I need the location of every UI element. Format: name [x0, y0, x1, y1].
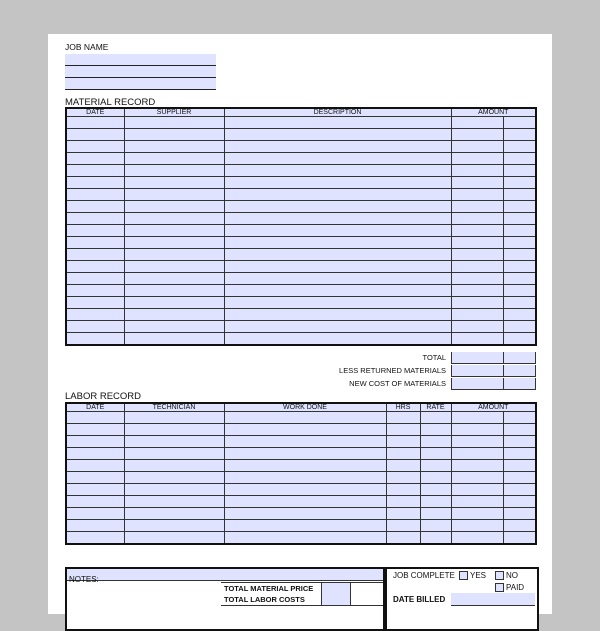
material-row — [66, 321, 536, 333]
material-supplier-cell[interactable] — [124, 189, 224, 201]
material-amount-cents-cell[interactable] — [503, 333, 536, 346]
labor-date-cell[interactable] — [66, 460, 124, 472]
total-labor-costs-label: TOTAL LABOR COSTS — [224, 595, 305, 604]
material-amount-cell[interactable] — [451, 177, 503, 189]
labor-row — [66, 484, 536, 496]
labor-header-rate: RATE — [420, 403, 451, 412]
material-description-cell[interactable] — [224, 321, 451, 333]
material-row — [66, 213, 536, 225]
labor-row — [66, 448, 536, 460]
job-name-label: JOB NAME — [65, 42, 109, 52]
labor-date-cell[interactable] — [66, 508, 124, 520]
material-row — [66, 117, 536, 129]
yes-checkbox[interactable] — [459, 571, 468, 580]
notes-box[interactable] — [65, 567, 385, 631]
labor-work-done-cell[interactable] — [224, 532, 386, 545]
material-amount-cents-cell[interactable] — [503, 165, 536, 177]
material-date-cell[interactable] — [66, 261, 124, 273]
material-amount-cents-cell[interactable] — [503, 273, 536, 285]
labor-amount-cell[interactable] — [451, 460, 503, 472]
labor-date-cell[interactable] — [66, 412, 124, 424]
material-amount-cents-cell[interactable] — [503, 129, 536, 141]
labor-hrs-cell[interactable] — [386, 472, 420, 484]
labor-header-date: DATE — [66, 403, 124, 412]
job-status-box — [385, 567, 539, 631]
labor-work-done-cell[interactable] — [224, 436, 386, 448]
labor-amount-cents-cell[interactable] — [503, 448, 536, 460]
material-table — [65, 107, 537, 346]
material-row — [66, 249, 536, 261]
labor-hrs-cell[interactable] — [386, 496, 420, 508]
material-supplier-cell[interactable] — [124, 177, 224, 189]
material-date-cell[interactable] — [66, 285, 124, 297]
labor-row — [66, 424, 536, 436]
labor-header-technician: TECHNICIAN — [124, 403, 224, 412]
material-row — [66, 237, 536, 249]
material-amount-cents-cell[interactable] — [503, 237, 536, 249]
labor-rate-cell[interactable] — [420, 472, 451, 484]
material-row — [66, 285, 536, 297]
material-supplier-cell[interactable] — [124, 165, 224, 177]
material-date-cell[interactable] — [66, 117, 124, 129]
labor-date-cell[interactable] — [66, 436, 124, 448]
material-supplier-cell[interactable] — [124, 297, 224, 309]
material-amount-cell[interactable] — [451, 165, 503, 177]
labor-amount-cents-cell[interactable] — [503, 520, 536, 532]
labor-row — [66, 472, 536, 484]
material-supplier-cell[interactable] — [124, 285, 224, 297]
paid-option[interactable] — [495, 583, 524, 592]
labor-rate-cell[interactable] — [420, 436, 451, 448]
labor-rate-cell[interactable] — [420, 508, 451, 520]
material-total-field[interactable] — [451, 352, 505, 364]
labor-work-done-cell[interactable] — [224, 484, 386, 496]
material-supplier-cell[interactable] — [124, 141, 224, 153]
material-date-cell[interactable] — [66, 129, 124, 141]
labor-amount-cell[interactable] — [451, 436, 503, 448]
material-date-cell[interactable] — [66, 321, 124, 333]
labor-date-cell[interactable] — [66, 484, 124, 496]
material-date-cell[interactable] — [66, 189, 124, 201]
material-record-title: MATERIAL RECORD — [65, 97, 156, 108]
material-supplier-cell[interactable] — [124, 117, 224, 129]
material-description-cell[interactable] — [224, 189, 451, 201]
material-amount-cell[interactable] — [451, 201, 503, 213]
labor-amount-cents-cell[interactable] — [503, 484, 536, 496]
less-returned-label: LESS RETURNED MATERIALS — [339, 366, 446, 375]
labor-work-done-cell[interactable] — [224, 460, 386, 472]
labor-amount-cents-cell[interactable] — [503, 436, 536, 448]
material-row — [66, 273, 536, 285]
material-amount-cents-cell[interactable] — [503, 201, 536, 213]
labor-work-done-cell[interactable] — [224, 496, 386, 508]
material-total-label: TOTAL — [422, 353, 446, 362]
labor-hrs-cell[interactable] — [386, 424, 420, 436]
labor-technician-cell[interactable] — [124, 520, 224, 532]
labor-amount-cell[interactable] — [451, 508, 503, 520]
material-amount-cents-cell[interactable] — [503, 297, 536, 309]
material-header-supplier: SUPPLIER — [124, 108, 224, 117]
labor-amount-cell[interactable] — [451, 472, 503, 484]
labor-amount-cell[interactable] — [451, 412, 503, 424]
labor-rate-cell[interactable] — [420, 496, 451, 508]
labor-row — [66, 532, 536, 545]
material-amount-cell[interactable] — [451, 153, 503, 165]
labor-date-cell[interactable] — [66, 496, 124, 508]
material-amount-cents-cell[interactable] — [503, 225, 536, 237]
labor-date-cell[interactable] — [66, 448, 124, 460]
material-amount-cell[interactable] — [451, 117, 503, 129]
material-date-cell[interactable] — [66, 177, 124, 189]
labor-row — [66, 496, 536, 508]
notes-label-strip — [67, 569, 383, 584]
labor-technician-cell[interactable] — [124, 424, 224, 436]
material-description-cell[interactable] — [224, 165, 451, 177]
total-material-price-field[interactable] — [321, 583, 351, 594]
labor-amount-cell[interactable] — [451, 496, 503, 508]
labor-hrs-cell[interactable] — [386, 460, 420, 472]
labor-date-cell[interactable] — [66, 472, 124, 484]
material-amount-cents-cell[interactable] — [503, 153, 536, 165]
labor-table — [65, 402, 537, 545]
material-amount-cell[interactable] — [451, 261, 503, 273]
total-material-price-label: TOTAL MATERIAL PRICE — [224, 584, 314, 593]
material-amount-cents-cell[interactable] — [503, 177, 536, 189]
labor-hrs-cell[interactable] — [386, 520, 420, 532]
labor-date-cell[interactable] — [66, 520, 124, 532]
material-amount-cell[interactable] — [451, 321, 503, 333]
yes-option[interactable] — [459, 571, 486, 580]
labor-rate-cell[interactable] — [420, 412, 451, 424]
labor-technician-cell[interactable] — [124, 448, 224, 460]
material-total-cents[interactable] — [503, 352, 536, 364]
labor-technician-cell[interactable] — [124, 436, 224, 448]
material-supplier-cell[interactable] — [124, 273, 224, 285]
job-name-field-1[interactable] — [65, 54, 216, 66]
material-date-cell[interactable] — [66, 333, 124, 346]
new-cost-label: NEW COST OF MATERIALS — [349, 379, 446, 388]
material-amount-cents-cell[interactable] — [503, 189, 536, 201]
labor-amount-cell[interactable] — [451, 424, 503, 436]
labor-work-done-cell[interactable] — [224, 508, 386, 520]
labor-amount-cents-cell[interactable] — [503, 412, 536, 424]
material-description-cell[interactable] — [224, 129, 451, 141]
labor-technician-cell[interactable] — [124, 472, 224, 484]
yes-label: YES — [470, 571, 487, 580]
material-row — [66, 309, 536, 321]
labor-technician-cell[interactable] — [124, 508, 224, 520]
material-date-cell[interactable] — [66, 297, 124, 309]
material-description-cell[interactable] — [224, 117, 451, 129]
material-row — [66, 153, 536, 165]
less-returned-cents[interactable] — [503, 365, 536, 377]
job-name-field-3[interactable] — [65, 78, 216, 90]
material-row — [66, 225, 536, 237]
labor-row — [66, 436, 536, 448]
new-cost-field[interactable] — [451, 378, 505, 390]
material-date-cell[interactable] — [66, 213, 124, 225]
material-amount-cell[interactable] — [451, 225, 503, 237]
material-description-cell[interactable] — [224, 153, 451, 165]
less-returned-field[interactable] — [451, 365, 505, 377]
labor-date-cell[interactable] — [66, 424, 124, 436]
paid-label: PAID — [506, 583, 525, 592]
material-amount-cell[interactable] — [451, 249, 503, 261]
labor-rate-cell[interactable] — [420, 448, 451, 460]
labor-amount-cents-cell[interactable] — [503, 532, 536, 545]
material-date-cell[interactable] — [66, 153, 124, 165]
material-description-cell[interactable] — [224, 237, 451, 249]
labor-rate-cell[interactable] — [420, 532, 451, 545]
material-description-cell[interactable] — [224, 297, 451, 309]
labor-technician-cell[interactable] — [124, 496, 224, 508]
material-supplier-cell[interactable] — [124, 333, 224, 346]
labor-hrs-cell[interactable] — [386, 412, 420, 424]
material-amount-cents-cell[interactable] — [503, 309, 536, 321]
material-supplier-cell[interactable] — [124, 201, 224, 213]
material-amount-cell[interactable] — [451, 333, 503, 346]
labor-technician-cell[interactable] — [124, 460, 224, 472]
material-description-cell[interactable] — [224, 285, 451, 297]
labor-amount-cell[interactable] — [451, 448, 503, 460]
labor-rate-cell[interactable] — [420, 460, 451, 472]
labor-work-done-cell[interactable] — [224, 472, 386, 484]
material-header-amount: AMOUNT — [451, 108, 536, 117]
material-row — [66, 141, 536, 153]
no-option[interactable] — [495, 571, 518, 580]
labor-amount-cents-cell[interactable] — [503, 472, 536, 484]
labor-amount-cents-cell[interactable] — [503, 460, 536, 472]
material-supplier-cell[interactable] — [124, 213, 224, 225]
labor-row — [66, 508, 536, 520]
material-date-cell[interactable] — [66, 225, 124, 237]
material-amount-cell[interactable] — [451, 141, 503, 153]
labor-row — [66, 460, 536, 472]
material-row — [66, 165, 536, 177]
labor-header-hrs: HRS — [386, 403, 420, 412]
paid-checkbox[interactable] — [495, 583, 504, 592]
labor-amount-cell[interactable] — [451, 532, 503, 545]
material-supplier-cell[interactable] — [124, 309, 224, 321]
material-date-cell[interactable] — [66, 273, 124, 285]
labor-row — [66, 412, 536, 424]
labor-hrs-cell[interactable] — [386, 436, 420, 448]
material-description-cell[interactable] — [224, 177, 451, 189]
material-date-cell[interactable] — [66, 201, 124, 213]
labor-technician-cell[interactable] — [124, 484, 224, 496]
material-date-cell[interactable] — [66, 249, 124, 261]
labor-hrs-cell[interactable] — [386, 484, 420, 496]
labor-rate-cell[interactable] — [420, 520, 451, 532]
material-amount-cents-cell[interactable] — [503, 141, 536, 153]
material-row — [66, 297, 536, 309]
material-description-cell[interactable] — [224, 309, 451, 321]
labor-hrs-cell[interactable] — [386, 508, 420, 520]
material-supplier-cell[interactable] — [124, 249, 224, 261]
material-description-cell[interactable] — [224, 261, 451, 273]
total-labor-costs-row — [221, 594, 383, 606]
material-amount-cell[interactable] — [451, 309, 503, 321]
material-supplier-cell[interactable] — [124, 261, 224, 273]
labor-amount-cents-cell[interactable] — [503, 508, 536, 520]
notes-label: NOTES: — [69, 575, 99, 584]
new-cost-cents[interactable] — [503, 378, 536, 390]
material-row — [66, 129, 536, 141]
material-date-cell[interactable] — [66, 237, 124, 249]
material-header-description: DESCRIPTION — [224, 108, 451, 117]
labor-date-cell[interactable] — [66, 532, 124, 545]
material-amount-cell[interactable] — [451, 285, 503, 297]
labor-work-done-cell[interactable] — [224, 520, 386, 532]
material-description-cell[interactable] — [224, 141, 451, 153]
material-amount-cell[interactable] — [451, 237, 503, 249]
material-description-cell[interactable] — [224, 201, 451, 213]
labor-header-work-done: WORK DONE — [224, 403, 386, 412]
material-description-cell[interactable] — [224, 273, 451, 285]
material-amount-cell[interactable] — [451, 273, 503, 285]
material-row — [66, 261, 536, 273]
material-date-cell[interactable] — [66, 309, 124, 321]
labor-work-done-cell[interactable] — [224, 424, 386, 436]
material-description-cell[interactable] — [224, 225, 451, 237]
material-amount-cents-cell[interactable] — [503, 213, 536, 225]
form-page — [48, 34, 552, 614]
material-amount-cents-cell[interactable] — [503, 117, 536, 129]
material-amount-cell[interactable] — [451, 213, 503, 225]
labor-amount-cell[interactable] — [451, 484, 503, 496]
material-date-cell[interactable] — [66, 141, 124, 153]
material-description-cell[interactable] — [224, 249, 451, 261]
labor-technician-cell[interactable] — [124, 532, 224, 545]
material-supplier-cell[interactable] — [124, 225, 224, 237]
labor-technician-cell[interactable] — [124, 412, 224, 424]
material-amount-cents-cell[interactable] — [503, 285, 536, 297]
material-header-date: DATE — [66, 108, 124, 117]
no-label: NO — [506, 571, 518, 580]
material-supplier-cell[interactable] — [124, 129, 224, 141]
labor-work-done-cell[interactable] — [224, 412, 386, 424]
material-amount-cell[interactable] — [451, 189, 503, 201]
material-row — [66, 333, 536, 346]
labor-rate-cell[interactable] — [420, 484, 451, 496]
material-row — [66, 189, 536, 201]
labor-amount-cents-cell[interactable] — [503, 496, 536, 508]
labor-row — [66, 520, 536, 532]
material-supplier-cell[interactable] — [124, 153, 224, 165]
material-description-cell[interactable] — [224, 213, 451, 225]
labor-rate-cell[interactable] — [420, 424, 451, 436]
material-supplier-cell[interactable] — [124, 321, 224, 333]
material-row — [66, 177, 536, 189]
labor-amount-cents-cell[interactable] — [503, 424, 536, 436]
material-description-cell[interactable] — [224, 333, 451, 346]
material-row — [66, 201, 536, 213]
material-supplier-cell[interactable] — [124, 237, 224, 249]
job-complete-label: JOB COMPLETE — [393, 571, 455, 580]
labor-amount-cell[interactable] — [451, 520, 503, 532]
job-name-field-2[interactable] — [65, 66, 216, 78]
labor-hrs-cell[interactable] — [386, 532, 420, 545]
material-amount-cents-cell[interactable] — [503, 321, 536, 333]
material-amount-cell[interactable] — [451, 129, 503, 141]
material-date-cell[interactable] — [66, 165, 124, 177]
material-amount-cell[interactable] — [451, 297, 503, 309]
labor-hrs-cell[interactable] — [386, 448, 420, 460]
no-checkbox[interactable] — [495, 571, 504, 580]
labor-header-amount: AMOUNT — [451, 403, 536, 412]
material-amount-cents-cell[interactable] — [503, 261, 536, 273]
date-billed-label: DATE BILLED — [393, 595, 446, 604]
labor-record-title: LABOR RECORD — [65, 391, 142, 402]
material-amount-cents-cell[interactable] — [503, 249, 536, 261]
labor-work-done-cell[interactable] — [224, 448, 386, 460]
